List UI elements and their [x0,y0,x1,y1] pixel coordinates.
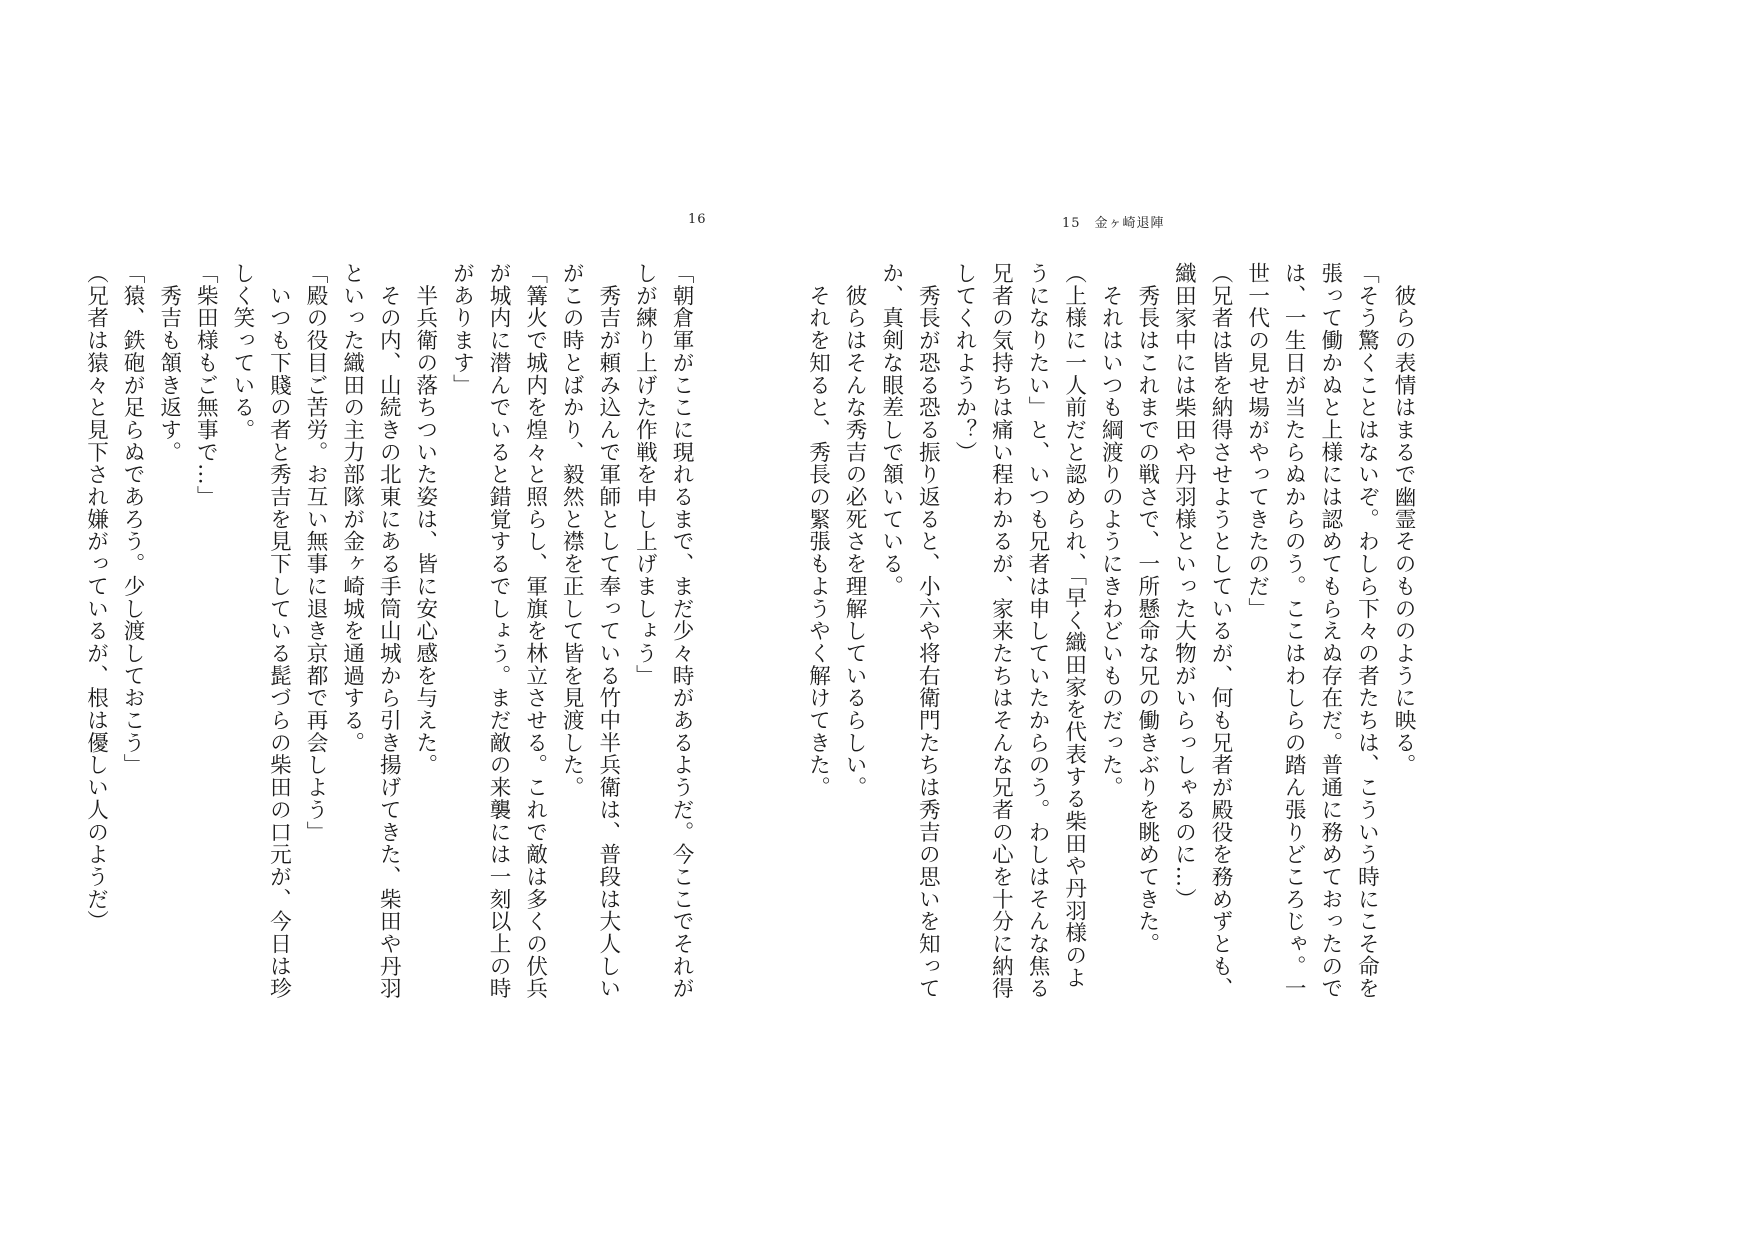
left-page-body [77,262,699,1002]
paragraph: （兄者は猿々と見下され嫌がっているが、根は優しい人のようだ） [83,262,109,933]
right-page-body [799,262,1421,1002]
running-head: 15 金ヶ崎退陣 [1062,216,1165,231]
paragraph: 「そう驚くことはないぞ。わしら下々の者たちは、こういう時にこそ命を張って働かぬと上様には認めてもらえぬ存在だ。普通に務めておったのでは、一生日が当たらぬからのう。ここはわしらの踏ん張りどころじゃ。一世一代の見せ場がやってきたのだ」 [1244,262,1380,1000]
paragraph: 秀吉が頼み込んで軍師として奉っている竹中半兵衛は、普段は大人しいがこの時とばかり、毅然と襟を正して皆を見渡した。 [559,262,621,1000]
paragraph: 「篝火で城内を煌々と照らし、軍旗を林立させる。これで敵は多くの伏兵が城内に潜んでいると錯覚するでしょう。まだ敵の来襲には一刻以上の時があります」 [449,262,548,1000]
left-page [0,0,877,1240]
right-page [805,0,1755,1240]
paragraph: 彼らはそんな秀吉の必死さを理解しているらしい。 [842,262,868,799]
paragraph: 半兵衛の落ちついた姿は、皆に安心感を与えた。 [412,262,438,777]
paragraph: 「柴田様もご無事で…」 [193,262,219,508]
paragraph: 「猿、鉄砲が足らぬであろう。少し渡しておこう」 [120,262,146,777]
paragraph: 彼らの表情はまるで幽霊そのもののように映る。 [1391,262,1416,777]
paragraph: その内、山続きの北東にある手筒山城から引き揚げてきた、柴田や丹羽といった織田の主力部隊が金ヶ崎城を通過する。 [339,262,402,1000]
paragraph: 秀長が恐る恐る振り返ると、小六や将右衛門たちは秀吉の思いを知ってか、真剣な眼差しで頷いている。 [878,262,941,1000]
paragraph: 「朝倉軍がここに現れるまで、まだ少々時があるようだ。今ここでそれがしが練り上げた作戦を申し上げましょう」 [632,262,694,1000]
paragraph: 秀吉も頷き返す。 [156,262,182,464]
paragraph: 「殿の役目ご苦労。お互い無事に退き京都で再会しよう」 [303,262,329,844]
paragraph: （兄者は皆を納得させようとしているが、何も兄者が殿役を務めずとも、織田家中には柴田や丹羽様といった大物がいらっしゃるのに…） [1171,262,1234,1000]
page-number: 16 [688,212,707,227]
paragraph: それはいつも綱渡りのようにきわどいものだった。 [1098,262,1124,799]
paragraph: それを知ると、秀長の緊張もようやく解けてきた。 [805,262,831,799]
paragraph: いつも下賤の者と秀吉を見下している髭づらの柴田の口元が、今日は珍しく笑っている。 [229,262,292,1000]
paragraph: （上様に一人前だと認められ、「早く織田家を代表する柴田や丹羽様のようになりたい」と、いつも兄者は申していたからのう。わしはそんな焦る兄者の気持ちは痛い程わかるが、家来たちはそんな兄者の心を十分に納得してくれようか？） [951,262,1087,1000]
paragraph: 秀長はこれまでの戦さで、一所懸命な兄の働きぶりを眺めてきた。 [1134,262,1160,955]
